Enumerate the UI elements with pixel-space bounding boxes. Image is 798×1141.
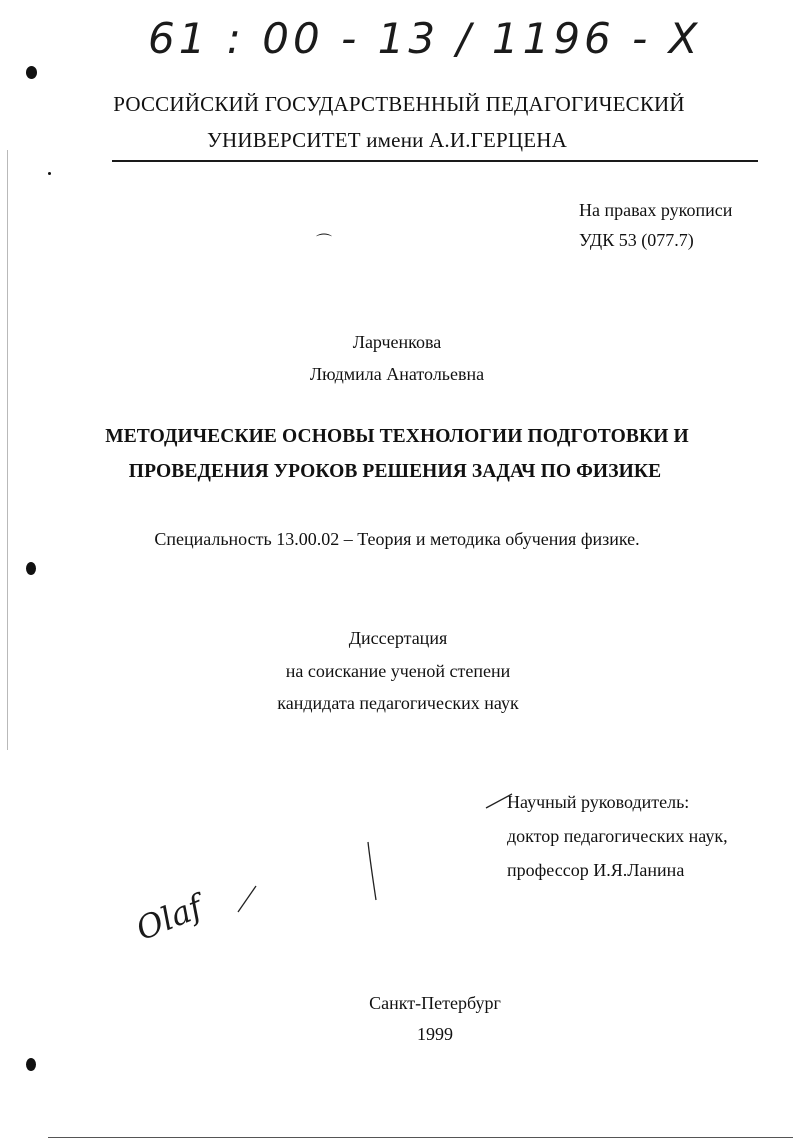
stray-mark: ⌒ bbox=[316, 234, 333, 251]
supervisor-label: Научный руководитель: bbox=[507, 792, 690, 812]
supervisor-degree: доктор педагогических наук, bbox=[507, 826, 728, 846]
thesis-title-line-2: ПРОВЕДЕНИЯ УРОКОВ РЕШЕНИЯ ЗАДАЧ ПО ФИЗИКЕ bbox=[128, 461, 662, 482]
scan-bottom-edge bbox=[48, 1137, 793, 1138]
rights-notice: На правах рукописи bbox=[579, 200, 733, 220]
punch-hole-bottom bbox=[26, 1058, 36, 1071]
udk-code: УДК 53 (077.7) bbox=[579, 230, 694, 250]
publication-place: Санкт-Петербург bbox=[369, 993, 501, 1013]
publication-year: 1999 bbox=[417, 1024, 453, 1044]
institution-line-2: УНИВЕРСИТЕТ имени А.И.ГЕРЦЕНА bbox=[206, 128, 568, 152]
dissertation-degree-name: кандидата педагогических наук bbox=[277, 693, 519, 713]
punch-hole-top bbox=[26, 66, 37, 79]
dissertation-degree-sought: на соискание ученой степени bbox=[285, 661, 511, 681]
specialty: Специальность 13.00.02 – Теория и методика обучения физике. bbox=[154, 529, 640, 549]
supervisor-name: профессор И.Я.Ланина bbox=[507, 860, 685, 880]
institution-line-1: РОССИЙСКИЙ ГОСУДАРСТВЕННЫЙ ПЕДАГОГИЧЕСКИЙ bbox=[113, 92, 685, 116]
thesis-title-line-1: МЕТОДИЧЕСКИЕ ОСНОВЫ ТЕХНОЛОГИИ ПОДГОТОВКИ И bbox=[105, 426, 689, 447]
speck bbox=[48, 172, 51, 175]
author-surname: Ларченкова bbox=[352, 332, 442, 352]
handwritten-signature: Olaf bbox=[130, 887, 208, 948]
author-given-names: Людмила Анатольевна bbox=[309, 364, 485, 384]
scan-left-edge bbox=[7, 150, 8, 750]
handwritten-archive-code: 61 : 00 - 13 / 1196 - X bbox=[148, 14, 702, 63]
dissertation-label: Диссертация bbox=[348, 628, 448, 648]
punch-hole-middle bbox=[26, 562, 36, 575]
